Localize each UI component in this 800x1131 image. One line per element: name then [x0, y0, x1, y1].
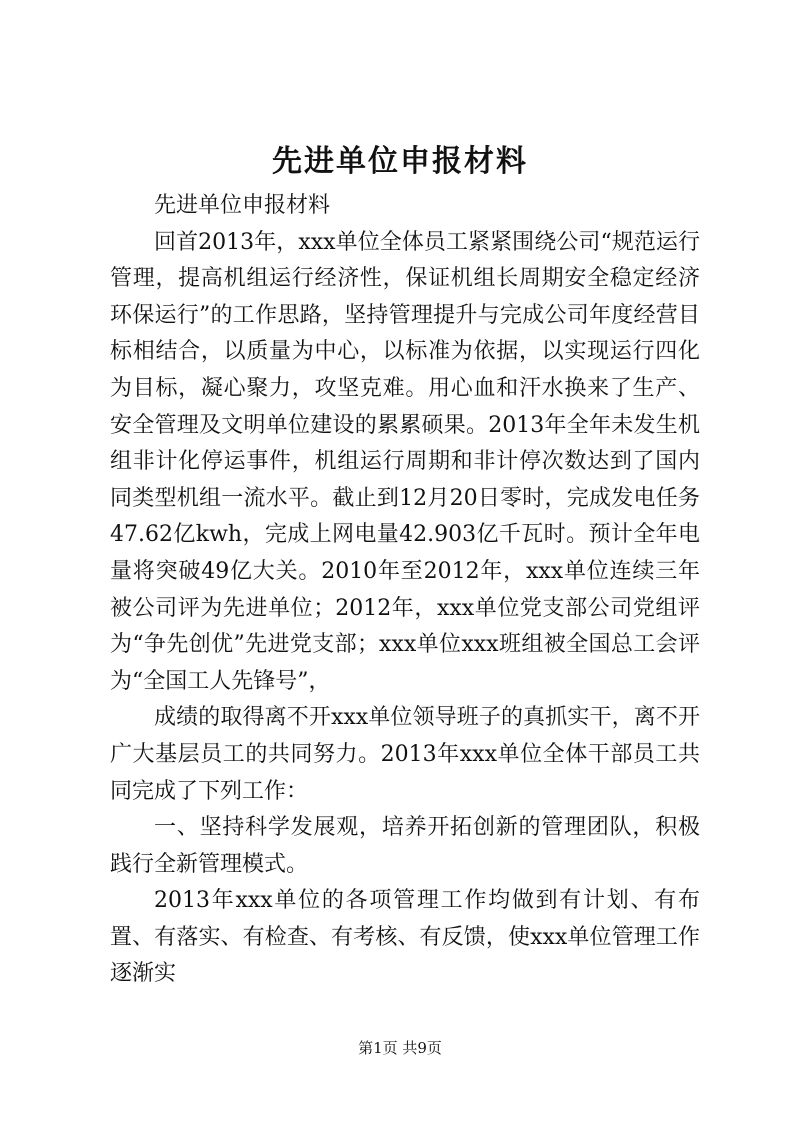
paragraph: 2013年xxx单位的各项管理工作均做到有计划、有布置、有落实、有检查、有考核、有反馈，使xxx单位管理工作逐渐实 — [110, 888, 700, 987]
page-footer: 第1页 共9页 — [358, 1039, 442, 1057]
document-title: 先进单位申报材料 — [272, 144, 528, 179]
paragraph: 成绩的取得离不开xxx单位领导班子的真抓实干，离不开广大基层员工的共同努力。2013年xxx单位全体干部员工共同完成了下列工作： — [110, 705, 700, 804]
paragraph: 先进单位申报材料 — [154, 193, 331, 218]
document-body — [110, 188, 700, 993]
paragraph: 回首2013年，xxx单位全体员工紧紧围绕公司“规范运行管理，提高机组运行经济性，保证机组长周期安全稳定经济环保运行”的工作思路，坚持管理提升与完成公司年度经营目标相结合，以质量为中心，以标准为依据，以实现运行四化为目标，凝心聚力，攻坚克难。用心血和汗水换来了生产、安全管理及文明单位建设的累累硕果。2013年全年未发生机组非计化停运事件，机组运行周期和非计停次数达到了国内同类型机组一流水平。截止到12月20日零时，完成发电任务47.62亿kwh，完成上网电量42.903亿千瓦时。预计全年电量将突破49亿大关。2010年至2012年，xxx单位连续三年被公司评为先进单位；2012年，xxx单位党支部公司党组评为“争先创优”先进党支部；xxx单位xxx班组被全国总工会评为“全国工人先锋号”， — [110, 229, 700, 694]
paragraph: 一、坚持科学发展观，培养开拓创新的管理团队，积极践行全新管理模式。 — [110, 815, 700, 877]
